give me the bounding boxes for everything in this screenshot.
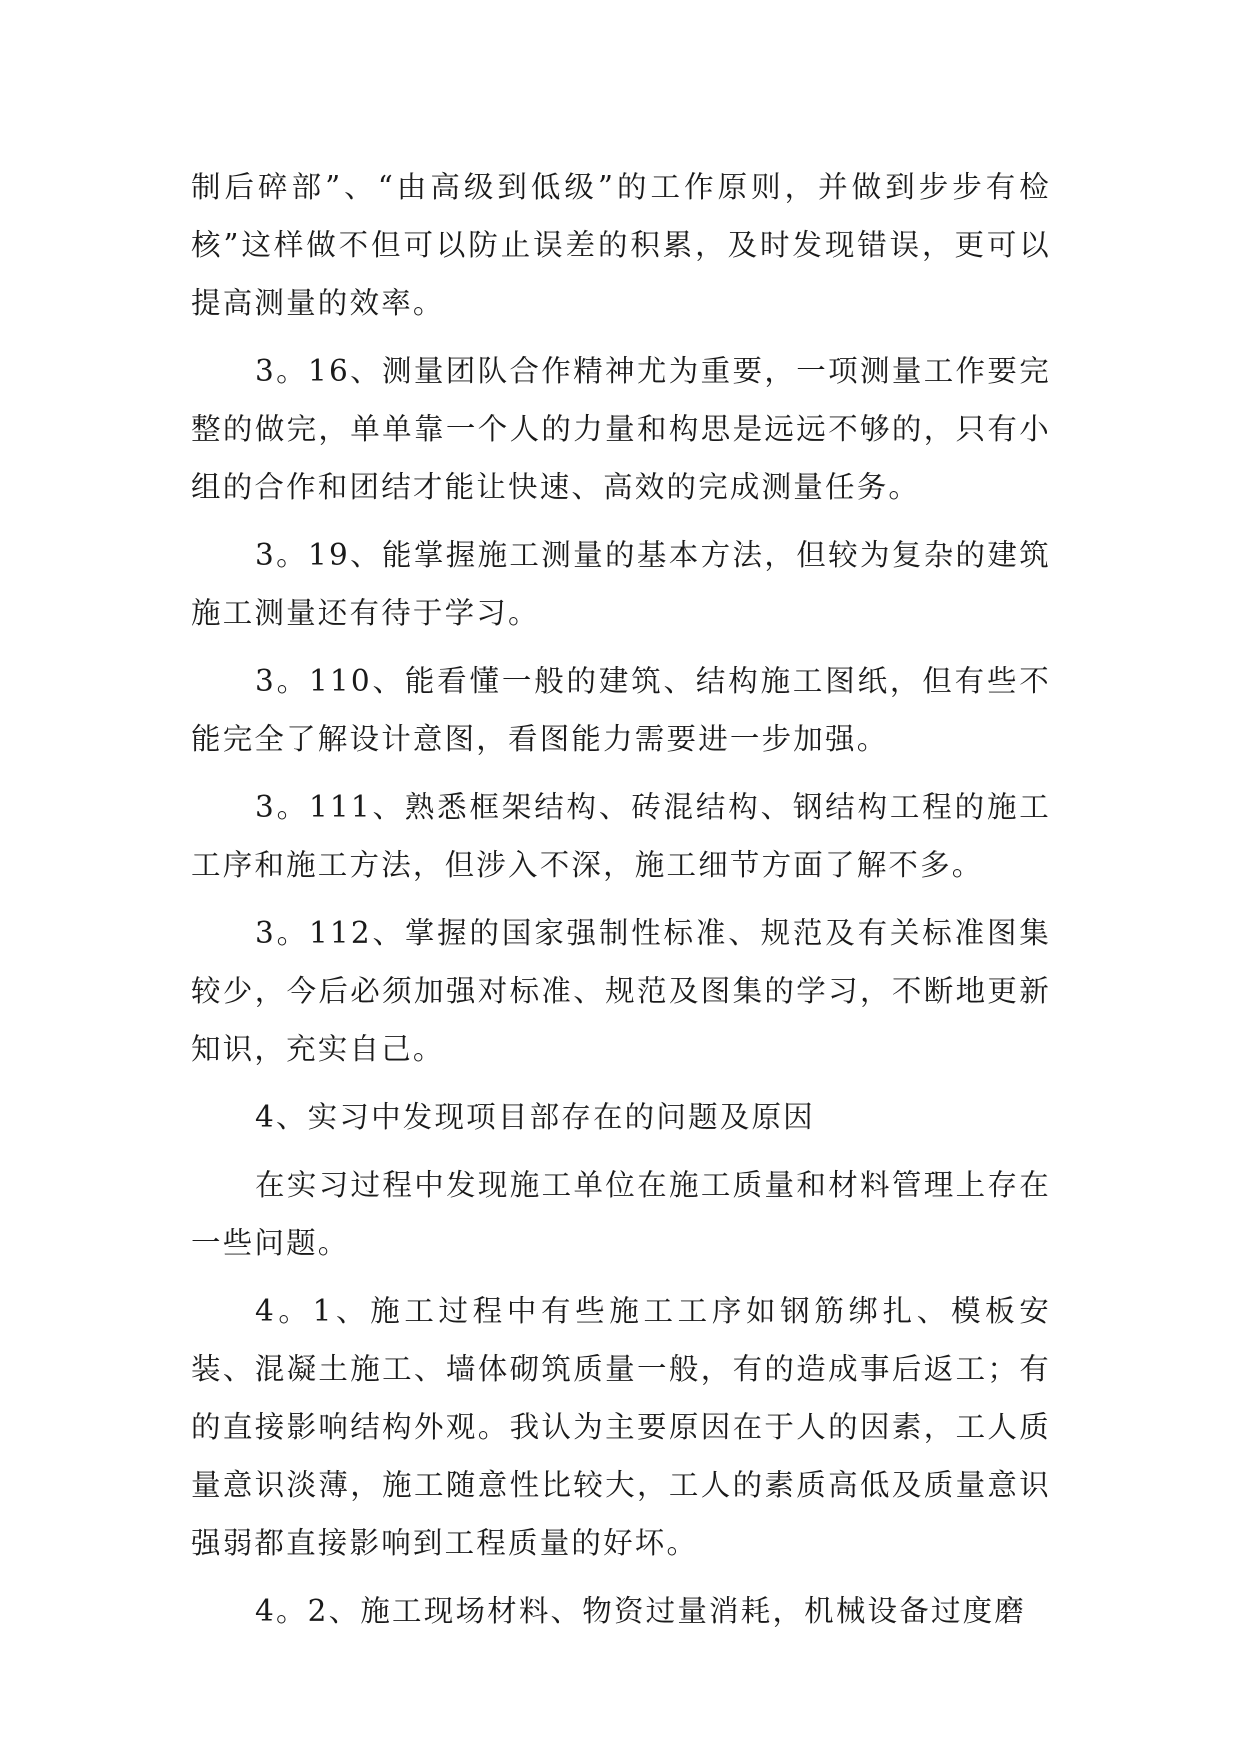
paragraph-6: 3。112、掌握的国家强制性标准、规范及有关标准图集较少，今后必须加强对标准、规范及图集的学习，不断地更新知识，充实自己。: [191, 916, 1051, 1066]
paragraph-1: 制后碎部”、“由高级到低级”的工作原则，并做到步步有检核”这样做不但可以防止误差的积累，及时发现错误，更可以提高测量的效率。: [191, 170, 1051, 320]
paragraph-5: 3。111、熟悉框架结构、砖混结构、钢结构工程的施工工序和施工方法，但涉入不深，施工细节方面了解不多。: [191, 790, 1051, 882]
paragraph-4: 3。110、能看懂一般的建筑、结构施工图纸，但有些不能完全了解设计意图，看图能力需要进一步加强。: [191, 664, 1051, 756]
paragraph-9: 4。2、施工现场材料、物资过量消耗，机械设备过度磨: [255, 1594, 1027, 1628]
section-heading: 4、实习中发现项目部存在的问题及原因: [255, 1100, 815, 1134]
document-page: [191, 158, 1051, 1640]
paragraph-8: 4。1、施工过程中有些施工工序如钢筋绑扎、模板安装、混凝土施工、墙体砌筑质量一般，有的造成事后返工；有的直接影响结构外观。我认为主要原因在于人的因素，工人质量意识淡薄，施工随意性比较大，工人的素质高低及质量意识强弱都直接影响到工程质量的好坏。: [191, 1294, 1051, 1560]
paragraph-3: 3。19、能掌握施工测量的基本方法，但较为复杂的建筑施工测量还有待于学习。: [191, 538, 1051, 630]
paragraph-7: 在实习过程中发现施工单位在施工质量和材料管理上存在一些问题。: [191, 1168, 1051, 1260]
paragraph-2: 3。16、测量团队合作精神尤为重要，一项测量工作要完整的做完，单单靠一个人的力量和构思是远远不够的，只有小组的合作和团结才能让快速、高效的完成测量任务。: [191, 354, 1051, 504]
